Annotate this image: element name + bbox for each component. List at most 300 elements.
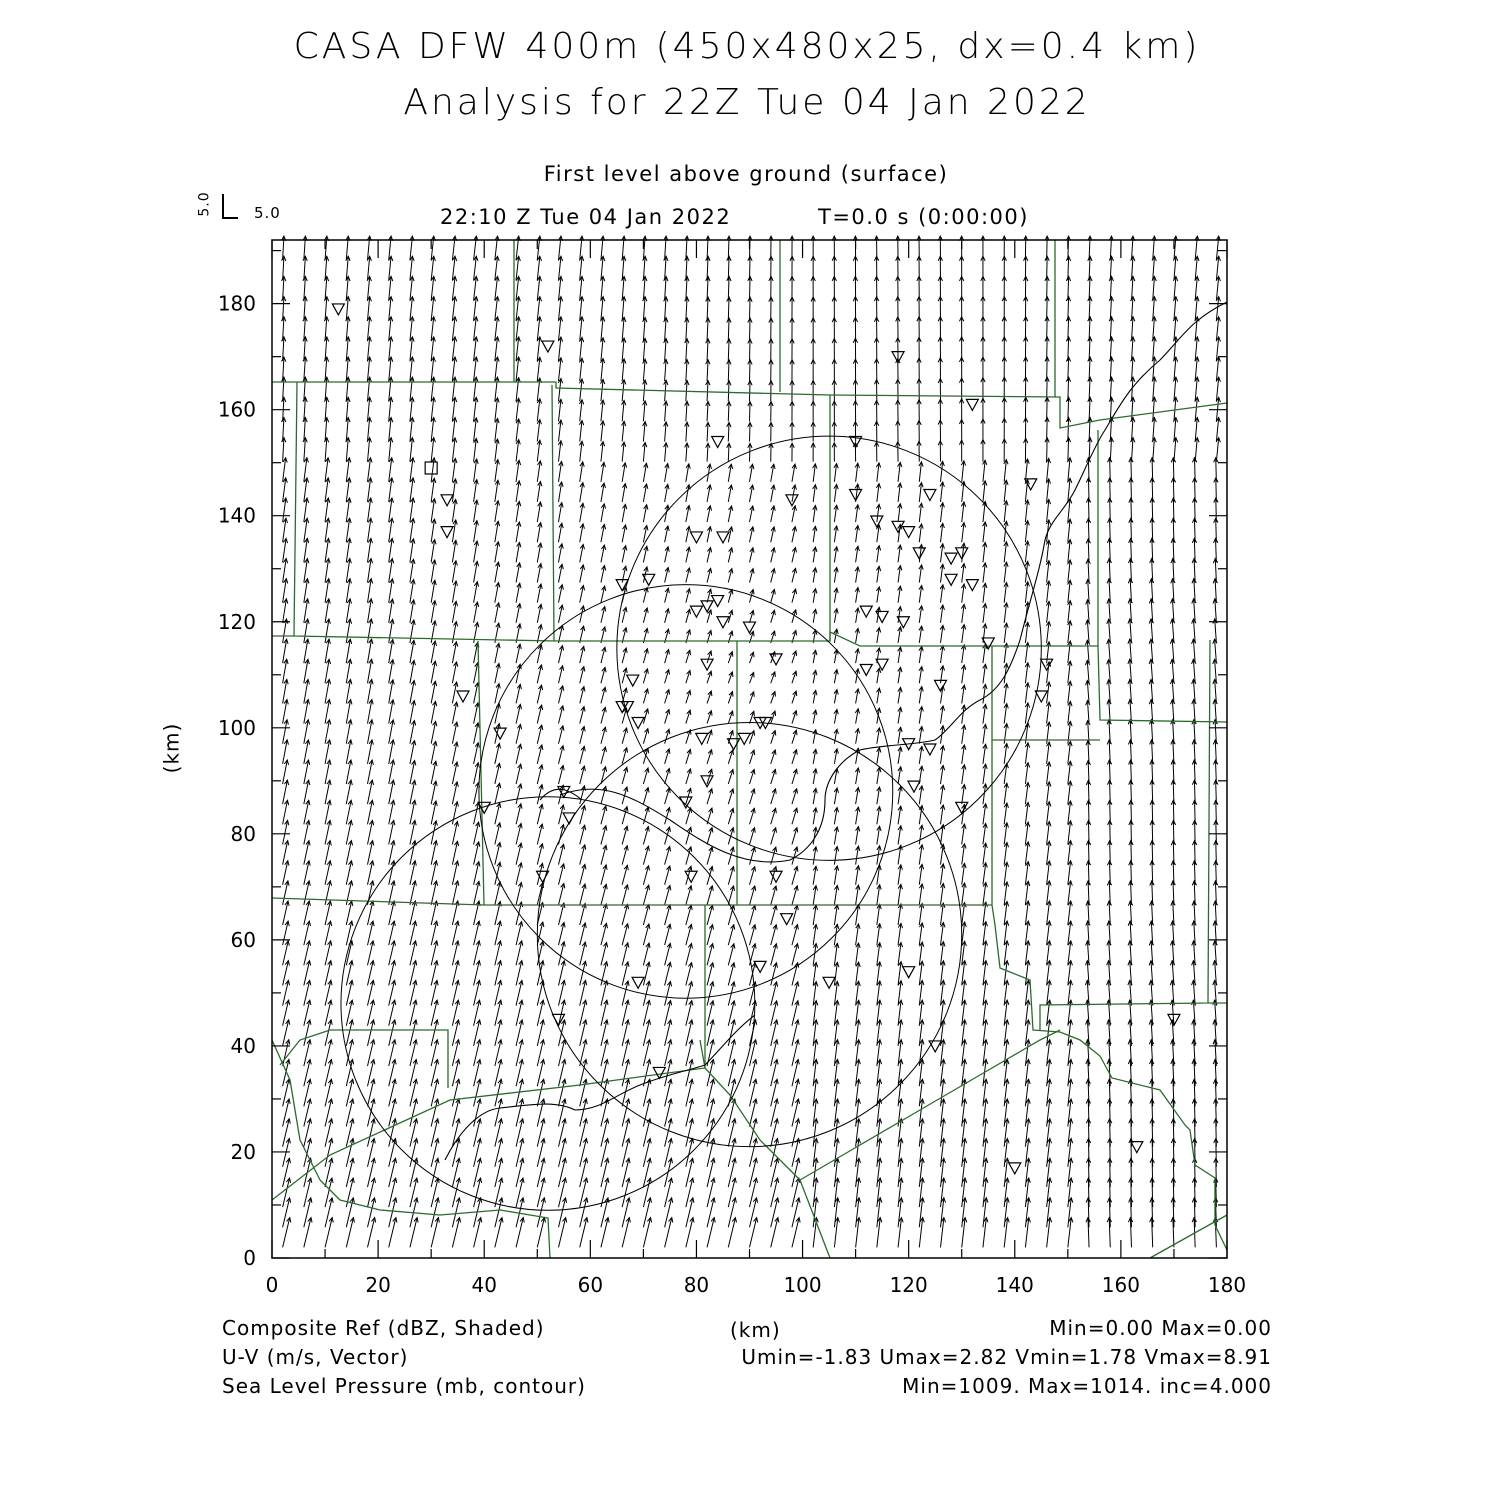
wind-vector: [769, 443, 773, 461]
wind-vector: [855, 608, 859, 623]
wind-vector: [771, 464, 775, 482]
wind-vector: [622, 885, 628, 905]
station-marker: [441, 495, 453, 506]
wind-vector: [368, 498, 373, 522]
wind-vector: [1046, 601, 1050, 622]
wind-vector: [389, 559, 394, 583]
wind-vector: [813, 827, 817, 844]
wind-vector: [919, 746, 923, 763]
wind-vector: [748, 339, 752, 361]
wind-vector: [580, 825, 586, 844]
wind-vector: [537, 502, 542, 522]
wind-vector: [601, 524, 606, 542]
wind-vector: [664, 359, 668, 381]
wind-vector: [410, 518, 415, 542]
wind-vector: [686, 827, 692, 844]
wind-vector: [304, 478, 309, 502]
wind-vector: [792, 905, 798, 925]
wind-vector: [601, 747, 606, 764]
wind-vector: [622, 359, 626, 381]
wind-vector: [750, 808, 756, 824]
wind-vector: [474, 459, 479, 482]
wind-vector: [983, 804, 987, 825]
x-tick-label: 120: [889, 1273, 928, 1297]
wind-vector: [983, 481, 987, 502]
wind-vector: [919, 626, 923, 643]
wind-vector: [962, 883, 966, 905]
wind-vector: [474, 521, 479, 543]
wind-vector: [898, 786, 902, 804]
wind-vector: [792, 944, 799, 966]
wind-vector: [601, 483, 606, 502]
wind-vector: [431, 540, 436, 563]
wind-vector: [771, 789, 777, 804]
wind-vector: [643, 505, 648, 522]
wind-vector: [622, 728, 627, 744]
wind-vector: [750, 485, 754, 502]
wind-vector: [728, 589, 733, 602]
wind-vector: [516, 481, 521, 502]
wind-vector: [1025, 743, 1029, 764]
wind-vector: [558, 358, 562, 381]
wind-vector: [665, 905, 671, 925]
wind-vector: [410, 559, 415, 582]
wind-vector: [961, 645, 965, 663]
wind-vector: [728, 692, 733, 704]
wind-vector: [580, 746, 586, 763]
wind-vector: [495, 603, 500, 623]
wind-vector: [580, 766, 586, 784]
station-marker: [929, 1041, 941, 1052]
wind-vector: [559, 585, 564, 603]
wind-vector: [750, 789, 755, 804]
wind-vector: [452, 762, 458, 784]
wind-vector: [1150, 841, 1154, 865]
wind-vector: [452, 662, 457, 683]
wind-vector: [665, 649, 670, 663]
wind-vector: [834, 788, 838, 804]
vector-scale-vertical-label: 5.0: [196, 191, 213, 217]
wind-vector: [559, 461, 564, 481]
wind-vector: [983, 583, 987, 602]
county-line: [272, 1040, 705, 1200]
x-tick-label: 80: [683, 1273, 710, 1297]
wind-vector: [834, 567, 838, 582]
wind-vector: [665, 547, 670, 563]
wind-vector: [559, 544, 564, 563]
wind-vector: [855, 729, 859, 744]
wind-vector: [643, 422, 647, 442]
wind-vector: [516, 542, 521, 562]
wind-vector: [748, 360, 752, 381]
wind-vector: [643, 924, 649, 945]
wind-vector: [855, 526, 859, 543]
wind-vector: [516, 583, 521, 602]
y-tick-label: 20: [230, 1139, 256, 1164]
wind-vector: [707, 905, 713, 925]
station-marker: [632, 977, 644, 988]
wind-vector: [346, 518, 351, 542]
wind-vector: [961, 625, 965, 643]
wind-vector: [813, 670, 817, 683]
wind-vector: [665, 885, 671, 904]
wind-vector: [707, 671, 712, 683]
wind-vector: [940, 564, 944, 582]
wind-vector: [940, 785, 944, 804]
wind-vector: [727, 360, 731, 381]
wind-vector: [389, 478, 394, 502]
wind-vector: [600, 359, 604, 381]
y-tick-label: 0: [243, 1246, 256, 1270]
wind-vector: [855, 505, 859, 522]
pressure-contour: [445, 1015, 755, 1160]
wind-vector: [771, 769, 776, 784]
wind-vector: [537, 440, 541, 461]
wind-vector: [516, 784, 522, 804]
wind-vector: [1192, 780, 1196, 804]
wind-vector: [813, 464, 817, 482]
wind-vector: [750, 548, 755, 563]
wind-vector: [665, 690, 670, 704]
wind-vector: [728, 769, 733, 784]
wind-vector: [855, 649, 859, 663]
wind-vector: [962, 765, 966, 784]
wind-vector: [600, 400, 604, 421]
wind-vector: [876, 688, 880, 703]
wind-vector: [665, 484, 669, 502]
wind-vector: [665, 670, 670, 684]
wind-vector: [750, 731, 755, 744]
x-tick-label: 160: [1101, 1273, 1140, 1297]
wind-vector: [790, 381, 794, 402]
wind-vector: [1004, 501, 1008, 522]
wind-vector: [474, 802, 480, 824]
wind-vector: [769, 402, 773, 422]
wind-vector: [983, 522, 987, 542]
wind-vector: [728, 569, 733, 583]
wind-vector: [685, 422, 689, 441]
wind-vector: [832, 422, 836, 442]
wind-vector: [813, 609, 817, 622]
wind-vector: [643, 709, 648, 724]
wind-vector: [622, 317, 626, 341]
wind-vector: [643, 338, 647, 361]
wind-vector: [389, 599, 394, 623]
wind-vector: [643, 317, 647, 340]
wind-vector: [813, 650, 817, 663]
wind-vector: [643, 866, 649, 885]
wind-vector: [811, 422, 815, 441]
wind-vector: [919, 727, 923, 744]
wind-vector: [877, 924, 881, 945]
y-tick-label: 100: [217, 715, 256, 740]
footer-field-3-stats: Min=1009. Max=1014. inc=4.000: [902, 1374, 1272, 1398]
wind-vector: [1192, 1178, 1196, 1207]
wind-vector: [601, 884, 607, 904]
wind-vector: [1046, 499, 1050, 522]
wind-vector: [474, 582, 479, 603]
wind-vector: [917, 420, 921, 441]
wind-vector: [1046, 458, 1050, 481]
wind-vector: [898, 627, 902, 643]
wind-vector: [1025, 500, 1029, 522]
wind-vector: [685, 401, 689, 421]
wind-vector: [938, 399, 942, 421]
wind-vector: [516, 460, 521, 482]
wind-vector: [707, 944, 714, 966]
wind-vector: [1150, 1178, 1154, 1207]
wind-vector: [516, 398, 520, 421]
wind-vector: [938, 420, 942, 441]
wind-vector: [516, 357, 520, 381]
wind-vector: [748, 381, 752, 401]
wind-vector: [750, 652, 755, 663]
wind-vector: [750, 610, 755, 622]
wind-vector: [389, 498, 394, 522]
wind-vector: [1002, 398, 1006, 422]
wind-vector: [813, 924, 817, 945]
wind-vector: [580, 884, 586, 905]
wind-vector: [962, 824, 966, 844]
x-tick-label: 140: [995, 1273, 1034, 1297]
wind-vector: [706, 360, 710, 381]
wind-vector: [877, 904, 881, 925]
wind-vector: [1004, 843, 1008, 865]
wind-vector: [643, 846, 649, 864]
wind-vector: [622, 846, 628, 865]
wind-vector: [896, 379, 900, 401]
wind-vector: [559, 605, 564, 623]
wind-vector: [495, 684, 500, 704]
wind-vector: [750, 750, 755, 764]
wind-vector: [601, 545, 606, 562]
wind-vector: [665, 768, 670, 784]
wind-vector: [1068, 540, 1072, 563]
wind-vector: [1086, 539, 1090, 563]
wind-vector: [874, 380, 878, 401]
wind-vector: [686, 526, 691, 542]
x-tick-label: 100: [783, 1273, 822, 1297]
wind-vector: [790, 297, 794, 320]
wind-vector: [728, 506, 732, 522]
wind-vector: [558, 379, 562, 402]
wind-vector: [811, 360, 815, 381]
wind-vector: [707, 506, 712, 522]
wind-vector: [474, 418, 478, 442]
wind-vector: [452, 540, 457, 562]
wind-vector: [813, 710, 817, 723]
wind-vector: [580, 585, 585, 602]
wind-vector: [431, 580, 436, 602]
wind-vector: [601, 786, 607, 804]
wind-vector: [856, 866, 860, 885]
wind-vector: [962, 785, 966, 805]
wind-vector: [601, 462, 605, 481]
wind-vector: [474, 602, 479, 623]
wind-vector: [579, 379, 583, 401]
wind-vector: [855, 628, 859, 643]
wind-vector: [919, 923, 923, 945]
wind-vector: [1025, 842, 1029, 865]
wind-vector: [706, 401, 710, 421]
wind-vector: [834, 866, 838, 885]
county-line: [1040, 640, 1210, 1030]
wind-vector: [898, 826, 902, 845]
wind-vector: [580, 667, 585, 684]
wind-vector: [771, 610, 776, 623]
wind-vector: [771, 808, 777, 824]
wind-vector: [962, 705, 966, 723]
wind-vector: [1192, 800, 1196, 824]
wind-vector: [495, 460, 500, 482]
wind-vector: [941, 864, 945, 885]
wind-vector: [728, 464, 732, 482]
wind-vector: [1025, 822, 1029, 844]
wind-vector: [1047, 742, 1051, 764]
title-line-2: Analysis for 22Z Tue 04 Jan 2022: [403, 82, 1091, 123]
wind-vector: [452, 742, 458, 764]
wind-vector: [813, 788, 817, 804]
wind-vector: [1192, 841, 1196, 865]
wind-vector: [771, 692, 776, 704]
wind-vector: [474, 763, 480, 784]
wind-vector: [622, 904, 628, 925]
wind-vector: [813, 808, 817, 824]
wind-vector: [728, 886, 734, 905]
wind-vector: [665, 464, 669, 482]
wind-vector: [537, 564, 542, 583]
wind-vector: [1108, 518, 1112, 542]
wind-vector: [919, 565, 923, 583]
wind-vector: [962, 844, 966, 865]
wind-vector: [643, 587, 648, 602]
station-marker: [781, 914, 793, 925]
wind-vector: [792, 886, 798, 905]
station-marker: [913, 548, 925, 559]
wind-vector: [706, 443, 710, 461]
wind-vector: [728, 652, 733, 663]
wind-vector: [600, 379, 604, 401]
wind-vector: [1214, 518, 1218, 542]
wind-vector: [1086, 1218, 1090, 1248]
x-tick-label: 40: [471, 1273, 497, 1297]
wind-vector: [580, 483, 585, 502]
wind-vector: [961, 564, 965, 583]
wind-vector: [686, 847, 692, 865]
wind-vector: [516, 501, 521, 522]
wind-vector: [410, 600, 415, 623]
wind-vector: [1086, 518, 1090, 542]
wind-vector: [516, 419, 520, 442]
wind-vector: [516, 522, 521, 542]
wind-vector: [940, 746, 944, 764]
wind-vector: [919, 687, 923, 704]
wind-vector: [832, 339, 836, 361]
wind-vector: [1214, 458, 1218, 482]
wind-vector: [1150, 800, 1154, 824]
wind-vector: [983, 684, 987, 703]
wind-vector: [750, 672, 755, 683]
county-line: [552, 385, 554, 641]
y-axis-label: (km): [159, 722, 184, 774]
wind-vector: [917, 379, 921, 401]
wind-vector: [959, 440, 963, 461]
wind-vector: [516, 704, 521, 723]
wind-vector: [874, 421, 878, 441]
wind-vector: [665, 567, 670, 582]
wind-vector: [643, 649, 648, 663]
wind-vector: [983, 563, 987, 583]
wind-vector: [707, 691, 712, 703]
wind-vector: [1068, 560, 1072, 583]
station-marker: [717, 617, 729, 628]
wind-vector: [601, 865, 607, 885]
station-marker: [903, 527, 915, 538]
wind-vector: [1108, 1178, 1112, 1207]
wind-vector: [898, 586, 902, 603]
wind-vector: [580, 646, 585, 663]
station-marker: [332, 304, 344, 315]
wind-vector: [537, 481, 542, 501]
wind-vector: [834, 670, 838, 684]
wind-vector: [304, 538, 309, 562]
station-marker: [945, 574, 957, 585]
wind-vector: [452, 642, 457, 663]
wind-vector: [1047, 802, 1051, 825]
wind-vector: [1046, 581, 1050, 603]
wind-vector: [750, 464, 754, 482]
wind-vector: [601, 504, 606, 522]
wind-vector: [877, 787, 881, 804]
wind-vector: [495, 823, 501, 845]
wind-vector: [983, 744, 987, 764]
wind-vector: [283, 518, 288, 542]
wind-vector: [941, 923, 945, 946]
wind-vector: [983, 460, 987, 482]
wind-vectors: [282, 236, 1221, 1247]
station-marker: [860, 664, 872, 675]
wind-vector: [771, 485, 775, 502]
wind-vector: [1171, 518, 1175, 542]
wind-vector: [495, 583, 500, 603]
wind-vector: [834, 484, 838, 502]
wind-vector: [643, 359, 647, 381]
wind-vector: [813, 568, 817, 583]
wind-vector: [516, 823, 522, 844]
wind-vector: [537, 645, 542, 663]
wind-vector: [601, 667, 606, 683]
station-marker: [701, 776, 713, 787]
wind-vector: [940, 625, 944, 643]
station-marker: [627, 675, 639, 686]
wind-vector: [580, 606, 585, 623]
wind-vector: [537, 804, 543, 824]
wind-vector: [325, 518, 330, 542]
wind-vector: [962, 745, 966, 764]
wind-vector: [1004, 480, 1008, 502]
wind-vector: [559, 523, 564, 542]
wind-vector: [622, 865, 628, 884]
wind-vector: [580, 845, 586, 865]
wind-vector: [1004, 542, 1008, 563]
wind-vector: [665, 588, 670, 603]
station-marker: [457, 691, 469, 702]
wind-vector: [792, 730, 797, 743]
wind-vector: [941, 903, 945, 925]
x-tick-label: 180: [1207, 1273, 1247, 1297]
wind-vector: [1025, 622, 1029, 643]
wind-vector: [516, 843, 522, 864]
